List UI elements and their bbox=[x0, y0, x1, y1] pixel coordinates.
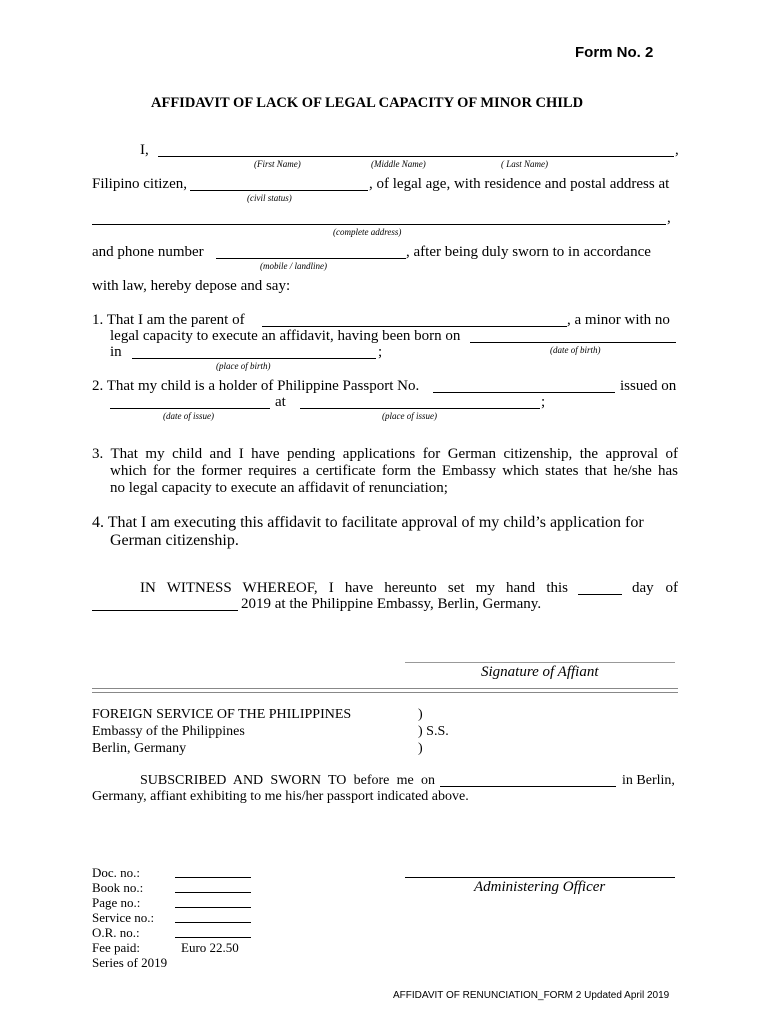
item4-line1: 4. That I am executing this affidavit to facilitate approval of my child’s application for bbox=[92, 514, 644, 531]
doc-no-line bbox=[175, 877, 251, 878]
birth-place-line bbox=[132, 358, 376, 359]
last-name-caption: ( Last Name) bbox=[501, 159, 548, 169]
address-field[interactable] bbox=[92, 210, 666, 224]
item1-line2: legal capacity to execute an affidavit, having been born on bbox=[110, 328, 461, 344]
legal-age-text: , of legal age, with residence and postal address at bbox=[369, 176, 670, 192]
fee-paid-label: Fee paid: bbox=[92, 940, 141, 955]
mobile-caption: (mobile / landline) bbox=[260, 261, 327, 271]
place-of-birth-caption: (place of birth) bbox=[216, 361, 271, 371]
item1-line1-start: 1. That I am the parent of bbox=[92, 312, 245, 328]
item2-semicolon: ; bbox=[541, 394, 546, 410]
service-no-field[interactable] bbox=[175, 909, 251, 922]
passport-number-field[interactable] bbox=[433, 378, 615, 392]
officer-caption: Administering Officer bbox=[474, 879, 606, 895]
child-name-line bbox=[262, 326, 567, 327]
section-divider bbox=[92, 688, 678, 693]
full-name-field[interactable] bbox=[158, 142, 674, 156]
birth-date-line bbox=[470, 342, 676, 343]
book-no-line bbox=[175, 892, 251, 893]
phone-label: and phone number bbox=[92, 244, 204, 260]
series-label: Series of 2019 bbox=[92, 955, 168, 970]
civil-status-line bbox=[190, 190, 368, 191]
book-no-field[interactable] bbox=[175, 879, 251, 892]
venue-paren3: ) bbox=[418, 741, 423, 756]
doc-no-field[interactable] bbox=[175, 864, 251, 877]
book-no-label: Book no.: bbox=[92, 880, 144, 895]
item4-line2: German citizenship. bbox=[110, 532, 239, 549]
item3-line1: 3. That my child and I have pending applications for German citizenship, the approval of bbox=[92, 446, 678, 462]
birth-place-field[interactable] bbox=[132, 344, 376, 358]
sworn-text: , after being duly sworn to in accordance bbox=[406, 244, 651, 260]
witness-line1-end: day of bbox=[632, 580, 678, 596]
doc-no-label: Doc. no.: bbox=[92, 865, 141, 880]
officer-signature-field[interactable] bbox=[405, 857, 675, 877]
page-no-label: Page no.: bbox=[92, 895, 141, 910]
venue-line1: FOREIGN SERVICE OF THE PHILIPPINES bbox=[92, 707, 352, 722]
sworn-date-field[interactable] bbox=[440, 772, 616, 786]
i-label: I, bbox=[140, 142, 149, 158]
officer-signature-line bbox=[405, 877, 675, 878]
day-line bbox=[578, 594, 622, 595]
depose-text: with law, hereby depose and say: bbox=[92, 278, 291, 294]
service-no-label: Service no.: bbox=[92, 910, 155, 925]
civil-status-field[interactable] bbox=[190, 176, 368, 190]
or-no-line bbox=[175, 937, 251, 938]
issue-date-field[interactable] bbox=[110, 394, 270, 408]
civil-status-caption: (civil status) bbox=[247, 193, 292, 203]
date-of-birth-caption: (date of birth) bbox=[550, 345, 601, 355]
issue-place-field[interactable] bbox=[300, 394, 540, 408]
item1-in-label: in bbox=[110, 344, 122, 360]
subscribed-line2: Germany, affiant exhibiting to me his/her passport indicated above. bbox=[92, 789, 469, 804]
footer-text: AFFIDAVIT OF RENUNCIATION_FORM 2 Updated April 2019 bbox=[393, 990, 670, 1001]
address-line bbox=[92, 224, 666, 225]
form-number: Form No. 2 bbox=[575, 44, 654, 61]
item2-at-label: at bbox=[275, 394, 286, 410]
first-name-caption: (First Name) bbox=[254, 159, 301, 169]
name-comma: , bbox=[675, 142, 679, 158]
item3-line3: no legal capacity to execute an affidavit of renunciation; bbox=[110, 480, 448, 496]
affiant-signature-line bbox=[405, 662, 675, 663]
page-no-field[interactable] bbox=[175, 894, 251, 907]
month-field[interactable] bbox=[92, 596, 238, 610]
venue-line2: Embassy of the Philippines bbox=[92, 724, 245, 739]
venue-paren1: ) bbox=[418, 707, 423, 722]
phone-field[interactable] bbox=[216, 244, 406, 258]
issue-date-line bbox=[110, 408, 270, 409]
subscribed-line1-start: SUBSCRIBED AND SWORN TO before me on bbox=[140, 773, 435, 788]
document-title: AFFIDAVIT OF LACK OF LEGAL CAPACITY OF MINOR CHILD bbox=[151, 95, 584, 111]
venue-paren2: ) S.S. bbox=[418, 724, 449, 739]
birth-date-field[interactable] bbox=[470, 328, 676, 342]
issue-place-line bbox=[300, 408, 540, 409]
citizen-label: Filipino citizen, bbox=[92, 176, 187, 192]
page-no-line bbox=[175, 907, 251, 908]
witness-line1-start: IN WITNESS WHEREOF, I have hereunto set my hand this bbox=[140, 580, 568, 596]
item3-line2: which for the former requires a certificate form the Embassy which states that he/she has bbox=[110, 463, 678, 479]
day-field[interactable] bbox=[578, 580, 622, 594]
signature-caption: Signature of Affiant bbox=[481, 664, 599, 680]
witness-line2: 2019 at the Philippine Embassy, Berlin, Germany. bbox=[241, 596, 542, 612]
phone-line bbox=[216, 258, 406, 259]
date-of-issue-caption: (date of issue) bbox=[163, 411, 214, 421]
middle-name-caption: (Middle Name) bbox=[371, 159, 426, 169]
place-of-issue-caption: (place of issue) bbox=[382, 411, 437, 421]
or-no-label: O.R. no.: bbox=[92, 925, 140, 940]
subscribed-line1-end: in Berlin, bbox=[622, 773, 675, 788]
item2-line1-start: 2. That my child is a holder of Philippine Passport No. bbox=[92, 378, 420, 394]
affiant-signature-field[interactable] bbox=[405, 642, 675, 662]
fee-value: Euro 22.50 bbox=[181, 940, 239, 955]
item1-semicolon: ; bbox=[378, 344, 383, 360]
month-line bbox=[92, 610, 238, 611]
venue-line3: Berlin, Germany bbox=[92, 741, 187, 756]
or-no-field[interactable] bbox=[175, 924, 251, 937]
passport-number-line bbox=[433, 392, 615, 393]
service-no-line bbox=[175, 922, 251, 923]
child-name-field[interactable] bbox=[262, 312, 567, 326]
full-name-line bbox=[158, 156, 674, 157]
item2-line1-end: issued on bbox=[620, 378, 677, 394]
sworn-date-line bbox=[440, 786, 616, 787]
item1-line1-end: , a minor with no bbox=[567, 312, 670, 328]
address-comma: , bbox=[667, 210, 671, 226]
complete-address-caption: (complete address) bbox=[333, 227, 402, 237]
